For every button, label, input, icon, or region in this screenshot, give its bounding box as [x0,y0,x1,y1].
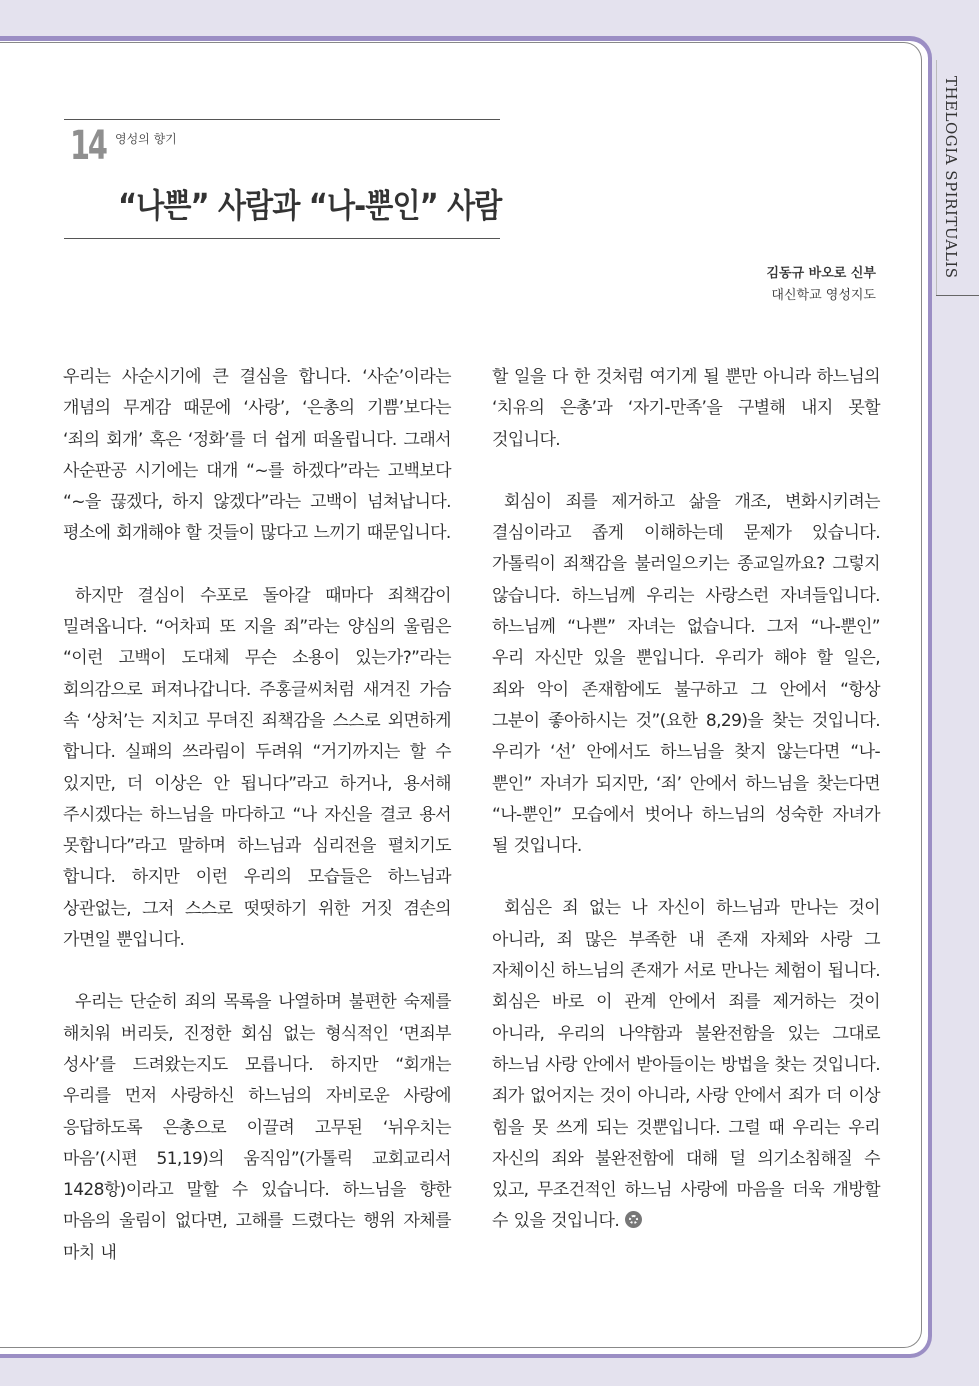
body-column-right [492,362,880,1269]
author-name: 김동규 바오로 신부 [766,266,876,281]
paragraph: 회심이 죄를 제거하고 삶을 개조, 변화시키려는 결심이라고 좁게 이해하는데 문제가 있습니다. 가톨릭이 죄책감을 불러일으키는 종교일까요? 그렇지 않습니다. 하느님께 우리는 사랑스런 자녀들입니다. 하느님께 “나쁜” 자녀는 없습니다. 그저 “나-뿐인” 우리 자신만 있을 뿐입니다. 우리가 해야 할 일은, 죄와 악이 존재함에도 불구하고 그 안에서 “항상 그분이 좋아하시는 것”(요한 8,29)을 찾는 것입니다. 우리가 ‘선’ 안에서도 하느님을 찾지 않는다면 “나-뿐인” 자녀가 되지만, ‘죄’ 안에서 하느님을 찾는다면 “나-뿐인” 모습에서 벗어나 하느님의 성숙한 자녀가 될 것입니다. [492,491,880,857]
header-bottom-rule [64,238,500,239]
section-label: 영성의 향기 [115,132,177,146]
issue-number: 14 [70,123,106,169]
author-role: 대신학교 영성지도 [771,288,876,303]
side-tab-rule [936,295,979,296]
paragraph: 하지만 결심이 수포로 돌아갈 때마다 죄책감이 밀려옵니다. “어차피 또 지을 죄”라는 양심의 울림은 “이런 고백이 도대체 무슨 소용이 있는가?”라는 회의감으로 퍼져나갑니다. 주홍글씨처럼 새겨진 가슴 속 ‘상처’는 지치고 무뎌진 죄책감을 스스로 외면하게 합니다. 실패의 쓰라림이 두려워 “거기까지는 할 수 있지만, 더 이상은 안 됩니다”라고 하거나, 용서해 주시겠다는 하느님을 마다하고 “나 자신을 결코 용서 못합니다”라고 말하며 하느님과 심리전을 펼치기도 합니다. 하지만 이런 우리의 모습들은 하느님과 상관없는, 그저 스스로 떳떳하기 위한 거짓 겸손의 가면일 뿐입니다. [63,585,451,951]
side-tab-label: THELOGIA SPIRITUALIS [942,76,960,279]
paragraph: 우리는 사순시기에 큰 결심을 합니다. ‘사순’이라는 개념의 무게감 때문에 ‘사랑’, ‘은총의 기쁨’보다는 ‘죄의 회개’ 혹은 ‘정화’를 더 쉽게 떠올립니다. 그래서 사순판공 시기에는 대개 “~를 하겠다”라는 고백보다 “~을 끊겠다, 하지 않겠다”라는 고백이 넘쳐납니다. 평소에 회개해야 할 것들이 많다고 느끼기 때문입니다. [63,367,451,544]
article-title: “나쁜” 사람과 “나-뿐인” 사람 [118,186,502,225]
header-top-rule [64,119,500,120]
side-tab-divider [936,60,937,296]
paragraph: 할 일을 다 한 것처럼 여기게 될 뿐만 아니라 하느님의 ‘치유의 은총’과 ‘자기-만족’을 구별해 내지 못할 것입니다. [492,367,880,450]
body-column-left [63,362,451,1300]
end-of-article-icon [625,1211,642,1228]
paragraph: 우리는 단순히 죄의 목록을 나열하며 불편한 숙제를 해치워 버리듯, 진정한 회심 없는 형식적인 ‘면죄부 성사’를 드려왔는지도 모릅니다. 하지만 “회개는 우리를 먼저 사랑하신 하느님의 자비로운 사랑에 응답하도록 은총으로 이끌려 고무된 ‘뉘우치는 마음’(시편 51,19)의 움직임”(가톨릭 교회교리서 1428항)이라고 말할 수 있습니다. 하느님을 향한 마음의 울림이 없다면, 고해를 드렸다는 행위 자체를 마치 내 [63,992,451,1263]
paragraph-last [492,893,880,1237]
paragraph-text: 회심은 죄 없는 나 자신이 하느님과 만나는 것이 아니라, 죄 많은 부족한 내 존재 자체와 사랑 그 자체이신 하느님의 존재가 서로 만나는 체험이 됩니다. 회심은 바로 이 관계 안에서 죄를 제거하는 것이 아니라, 우리의 나약함과 불완전함을 있는 그대로 하느님 사랑 안에서 받아들이는 방법을 찾는 것입니다. 죄가 없어지는 것이 아니라, 사랑 안에서 죄가 더 이상 힘을 못 쓰게 되는 것뿐입니다. 그럴 때 우리는 우리 자신의 죄와 불완전함에 대해 덜 의기소침해질 수 있고, 무조건적인 하느님 사랑에 마음을 더욱 개방할 수 있을 것입니다. [492,898,880,1232]
